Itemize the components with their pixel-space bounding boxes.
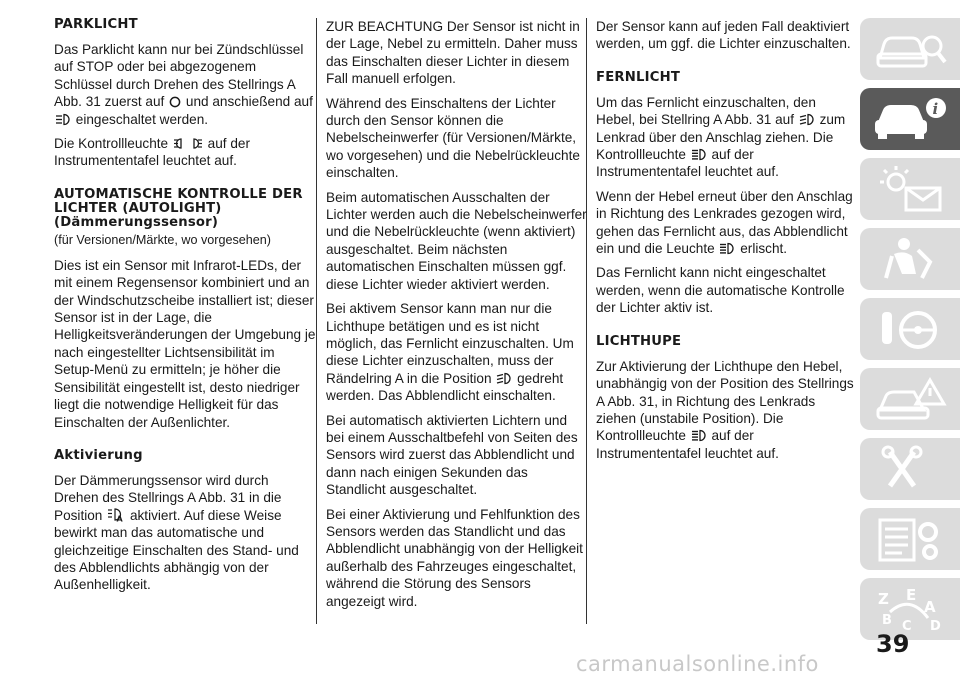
text: Das Parklicht kann nur bei Zündschlüssel auf STOP oder bei abgezogenem Schlüssel durch Drehen des Stellrings A Abb. 31 zuerst auf [54, 42, 304, 110]
side-light-position-icon [169, 96, 181, 108]
tab-starting-driving[interactable] [860, 298, 960, 360]
breakdown-warning-icon [872, 374, 948, 424]
heading-fernlicht: FERNLICHT [596, 69, 681, 85]
text: Wenn der Hebel erneut über den Anschlag in Richtung des Lenkrades gezogen wird, gehen das Fernlicht aus, das Abblendlicht ein und die Leuchte [596, 188, 853, 257]
paragraph: Das Fernlicht kann nicht eingeschaltet werden, wenn die automatische Kontrolle der Lichter aktiv ist. [596, 265, 845, 316]
heading-lichthupe: LICHTHUPE [596, 333, 682, 349]
paragraph [596, 358, 858, 462]
text-column-1 [54, 18, 316, 601]
paragraph [54, 472, 316, 594]
side-light-warning-icon [173, 137, 203, 150]
text-column-2 [326, 18, 588, 617]
low-beam-icon [799, 113, 815, 126]
tab-safety[interactable] [860, 228, 960, 290]
auto-light-icon [107, 508, 125, 522]
text: Um das Fernlicht einzuschalten, den Hebel, bei Stellring A Abb. 31 auf [596, 94, 816, 128]
svg-text:B: B [882, 613, 892, 628]
text: Die Kontrollleuchte [54, 136, 169, 152]
svg-text:C: C [902, 619, 912, 634]
svg-text:Z: Z [878, 590, 889, 608]
key-steering-wheel-icon [872, 304, 948, 354]
airbag-seat-icon [872, 234, 948, 284]
tab-emergency[interactable] [860, 368, 960, 430]
paragraph: Der Sensor kann auf jeden Fall deaktiviert werden, um ggf. die Lichter einzuschalten. [596, 19, 851, 52]
paragraph [596, 94, 858, 181]
text-column-3 [596, 18, 858, 469]
tab-maintenance[interactable] [860, 438, 960, 500]
page-number: 39 [876, 630, 910, 658]
text: und anschießend auf [185, 94, 313, 110]
paragraph [54, 135, 316, 170]
tab-index[interactable] [860, 578, 960, 640]
heading-aktivierung: Aktivierung [54, 447, 143, 463]
text: Zur Aktivierung der Lichthupe den Hebel, unabhängig von der Position des Stellrings A Abb. 31, in Richtung des Lenkrads ziehen (unstabile Position). Die Kontrollleuchte [596, 358, 854, 444]
heading-automatische-kontrolle: AUTOMATISCHE KONTROLLE DER LICHTER (AUTOLIGHT) (Dämmerungssensor) [54, 186, 303, 230]
high-beam-icon [719, 242, 735, 255]
heading-subnote: (für Versionen/Märkte, wo vorgesehen) [54, 232, 271, 247]
svg-text:D: D [930, 619, 941, 634]
chapter-tabs [860, 18, 960, 648]
watermark: carmanualsonline.info [576, 652, 819, 676]
paragraph [326, 300, 588, 404]
low-beam-icon [496, 372, 512, 385]
column-divider [316, 18, 317, 624]
paragraph: Bei einer Aktivierung und Fehlfunktion des Sensors werden das Standlicht und das Abblendlicht unabhängig von der Helligkeit außerhalb des Fahrzeuges eingeschaltet, während die Störung des Sensors angezeigt wird. [326, 506, 583, 609]
text: auf der Instrumententafel leuchtet auf. [54, 136, 250, 169]
heading-parklicht: PARKLICHT [54, 17, 138, 32]
text: gedreht werden. Das Abblendlicht einschalten. [326, 370, 564, 404]
technical-data-icon [872, 514, 948, 564]
tab-car-overview[interactable] [860, 18, 960, 80]
tab-technical-data[interactable] [860, 508, 960, 570]
text: Bei aktivem Sensor kann man nur die Lichthupe betätigen und es ist nicht möglich, das Fernlicht einzuschalten. Um diese Lichter einzuschalten, muss der Rändelring A in die Position [326, 301, 574, 386]
svg-text:A: A [924, 598, 936, 616]
paragraph: ZUR BEACHTUNG Der Sensor ist nicht in der Lage, Nebel zu ermitteln. Daher muss das Einschalten dieser Lichter in diesem Fall manuell erfolgen. [326, 19, 580, 87]
svg-text:i: i [932, 100, 939, 118]
text: erlischt. [740, 241, 788, 257]
car-maintenance-icon [872, 444, 948, 494]
car-search-icon [872, 24, 948, 74]
alphabetical-index-icon [872, 584, 948, 634]
high-beam-icon [691, 429, 707, 442]
paragraph [596, 188, 858, 258]
paragraph: Dies ist ein Sensor mit Infrarot-LEDs, der mit einem Regensensor kombiniert und an der Windschutzscheibe installiert ist; dieser Sensor ist in der Lage, die Helligkeitsveränderungen der Umgebung je nach eingestellter Lichtsensibilität im Setup-Menü zu ermitteln; je höher die Sensibilität eingestellt ist, desto niedriger liegt die notwendige Helligkeit für das Einschalten der Außenlichter. [54, 257, 316, 430]
warning-light-envelope-icon [872, 164, 948, 214]
text: eingeschaltet werden. [75, 111, 209, 127]
text: auf der Instrumententafel leuchtet auf. [596, 147, 779, 180]
text: Der Dämmerungssensor wird durch Drehen des Stellrings A Abb. 31 in die Position [54, 472, 282, 523]
tab-car-info[interactable] [860, 88, 960, 150]
tab-warning-lights[interactable] [860, 158, 960, 220]
text: zum Lenkrad über den Anschlag ziehen. Die Kontrollleuchte [596, 112, 846, 163]
paragraph: Während des Einschaltens der Lichter durch den Sensor können die Nebelscheinwerfer (für Versionen/Märkte, wo vorgesehen) und die Nebelrückleuchte einschalten. [326, 95, 580, 181]
high-beam-icon [691, 148, 707, 161]
car-info-icon [872, 94, 948, 144]
svg-text:A: A [116, 514, 123, 522]
text: auf der Instrumententafel leuchtet auf. [596, 428, 779, 461]
text: aktiviert. Auf diese Weise bewirkt man das automatische und gleichzeitige Einschalten des Stand- und des Abblendlichts abhängig von der Außenhelligkeit. [54, 507, 299, 593]
paragraph: Beim automatischen Ausschalten der Lichter werden auch die Nebelscheinwerfer und die Nebelrückleuchte (wenn aktiviert) ausgeschaltet. Beim nächsten automatischen Einschalten müssen ggf. diese Lichter wieder aktiviert werden. [326, 189, 587, 292]
paragraph: Bei automatisch aktivierten Lichtern und bei einem Ausschaltbefehl von Seiten des Sensors wird zuerst das Abblendlicht und dann nach einigen Sekunden das Standlicht ausgeschaltet. [326, 412, 578, 498]
parking-light-icon [55, 113, 71, 126]
paragraph [54, 41, 316, 128]
svg-text:E: E [906, 586, 917, 604]
